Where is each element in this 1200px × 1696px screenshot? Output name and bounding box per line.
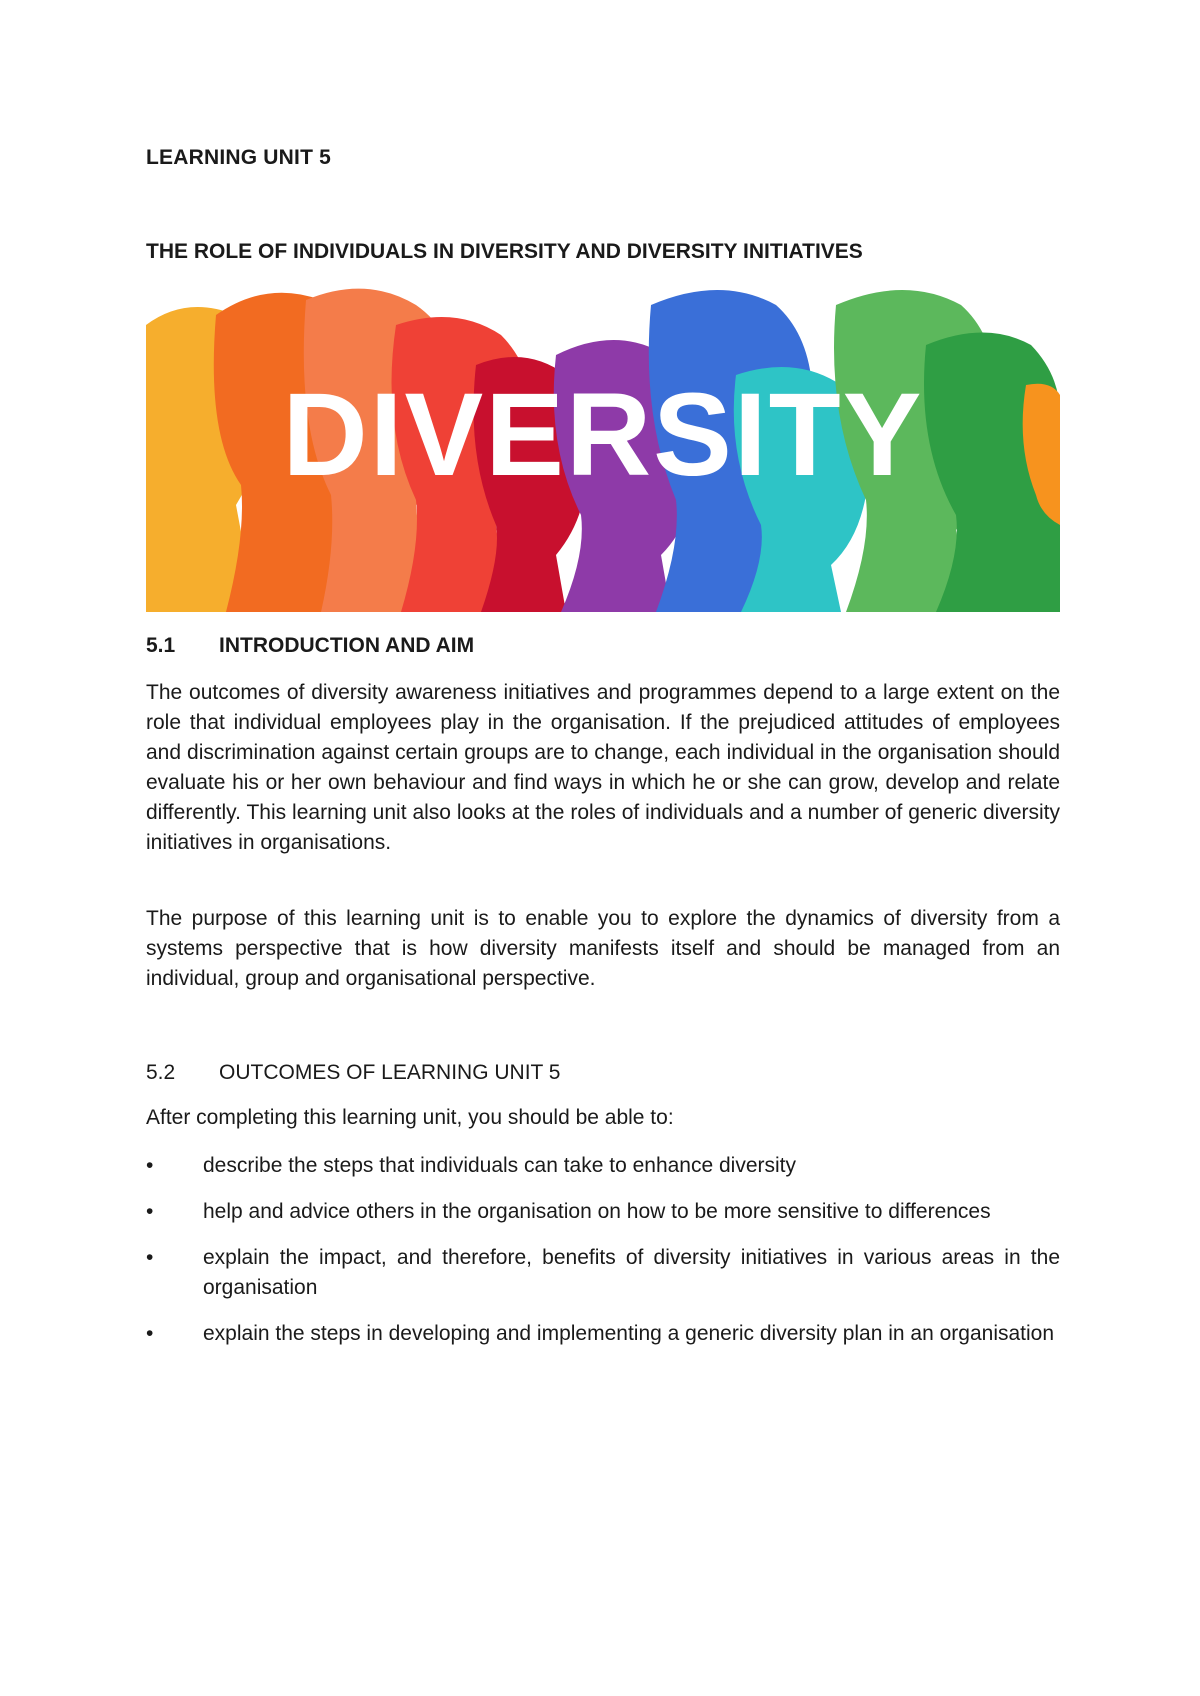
bullet-icon: • <box>146 1246 154 1269</box>
list-item <box>146 1197 1060 1227</box>
unit-heading: LEARNING UNIT 5 <box>146 146 332 169</box>
diversity-banner-word: DIVERSITY <box>282 369 924 501</box>
outcome-text: help and advice others in the organisation on how to be more sensitive to differences <box>203 1200 991 1223</box>
diversity-banner-image <box>146 285 1060 612</box>
list-item <box>146 1243 1060 1303</box>
list-item <box>146 1151 1060 1181</box>
section-title: OUTCOMES OF LEARNING UNIT 5 <box>219 1061 561 1084</box>
section-number: 5.2 <box>146 1061 176 1084</box>
section-heading-outcomes <box>146 1061 561 1085</box>
outcome-text: explain the impact, and therefore, benefits of diversity initiatives in various areas in the organisation <box>203 1246 1060 1299</box>
diversity-banner-illustration <box>146 285 1060 612</box>
outcome-text: explain the steps in developing and implementing a generic diversity plan in an organisation <box>203 1322 1055 1345</box>
list-item <box>146 1319 1060 1349</box>
section-title: INTRODUCTION AND AIM <box>219 634 475 657</box>
outcome-text: describe the steps that individuals can take to enhance diversity <box>203 1154 797 1177</box>
bullet-icon: • <box>146 1200 154 1223</box>
purpose-paragraph: The purpose of this learning unit is to enable you to explore the dynamics of diversity from a systems perspective that is how diversity manifests itself and should be managed from an individual, group and organisational perspective. <box>146 907 1060 990</box>
outcomes-list <box>146 1151 1060 1365</box>
intro-paragraph: The outcomes of diversity awareness initiatives and programmes depend to a large extent on the role that individual employees play in the organisation. If the prejudiced attitudes of employees and discrimination against certain groups are to change, each individual in the organisation should evaluate his or her own behaviour and find ways in which he or she can grow, develop and relate differently. This learning unit also looks at the roles of individuals and a number of generic diversity initiatives in organisations. <box>146 681 1060 854</box>
bullet-icon: • <box>146 1154 154 1177</box>
section-number: 5.1 <box>146 634 176 657</box>
outcomes-lead-text: After completing this learning unit, you should be able to: <box>146 1106 674 1129</box>
section-heading-intro <box>146 634 474 658</box>
document-title: THE ROLE OF INDIVIDUALS IN DIVERSITY AND DIVERSITY INITIATIVES <box>146 240 863 263</box>
bullet-icon: • <box>146 1322 154 1345</box>
